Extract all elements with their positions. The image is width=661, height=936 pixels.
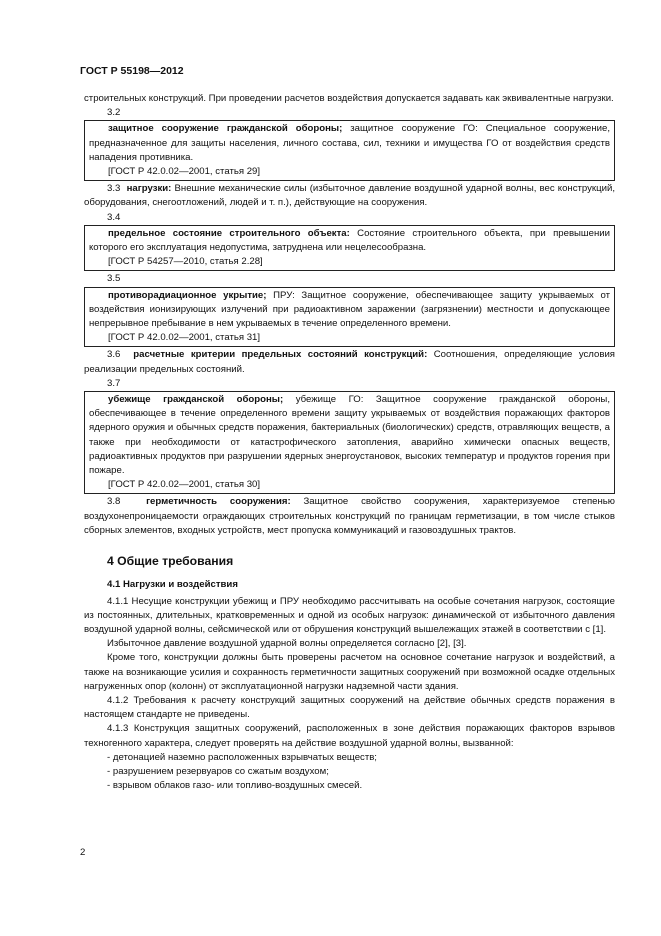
para-4-1-2: 4.1.2 Требования к расчету конструкций защитных сооружений на действие обычных средств поражения в настоящем стандарте не приведены. [84,694,615,721]
section-4-heading: 4 Общие требования [107,554,234,569]
def-3-3-term: нагрузки: [126,183,172,195]
def-3-8-term: герметичность сооружения: [146,496,291,508]
para-4-1-1-c: Кроме того, конструкции должны быть проверены расчетом на основное сочетание нагрузок и воздействий, а также на возникающие усилия и сохранность герметичности защитных сооружений при возможной осадке отдельных нагруженных опор (колонн) от эксплуатационной нагрузки надземной части здания. [84,652,615,692]
def-3-7-term: убежище гражданской обороны; [108,394,284,406]
def-3-6-term: расчетные критерии предельных состояний конструкций: [133,349,428,361]
def-3-2-text: защитное сооружение гражданской обороны; защитное сооружение ГО: Специальное сооружение, предназначенное для защиты населения, личного состава, сил, техники и имущества ГО от воздействия средств нападения противника. [89,123,611,163]
def-3-5-box [84,287,615,348]
def-3-3: 3.3 нагрузки: Внешние механические силы (избыточное давление воздушной ударной волны, вес конструкций, оборудования, снегоотложений, людей и т. п.), действующие на сооружения. [84,183,615,209]
def-3-5-number: 3.5 [107,273,121,285]
def-3-7-box [84,391,615,494]
list-item: - разрушением резервуаров со сжатым воздухом; [107,765,329,777]
intro-paragraph: строительных конструкций. При проведении расчетов воздействия допускается задавать как эквивалентные нагрузки. [84,93,614,104]
section-4-1-heading: 4.1 Нагрузки и воздействия [107,579,238,591]
def-3-8: 3.8 герметичность сооружения: Защитное свойство сооружения, характеризуемое степенью воздухонепроницаемости ограждающих строительных конструкций по границам герметизации, в том числе стыков сборных элементов, входных устройств, мест пропуска коммуникаций и газовоздушных трактов. [84,496,615,536]
explosion-source-list [84,751,615,794]
def-3-2-number: 3.2 [107,107,121,119]
def-3-2-term: защитное сооружение гражданской обороны; [108,123,343,135]
list-item: - взрывом облаков газо- или топливо-воздушных смесей. [107,780,363,792]
def-3-4-box [84,225,615,272]
def-3-4-term: предельное состояние строительного объекта: [108,227,350,239]
para-4-1-3: 4.1.3 Конструкция защитных сооружений, расположенных в зоне действия поражающих факторов взрывов техногенного характера, следует проверять на действие воздушной ударной волны, вызванной: [84,723,615,749]
def-3-5-term: противорадиационное укрытие; [108,289,267,301]
def-3-7-text: убежище гражданской обороны; убежище ГО: Защитное сооружение гражданской обороны, обеспечивающее в течение определенного времени защиту укрываемых от воздействия поражающих факторов ядерного оружия и обычных средств поражения, бактериальных (биологических) средств, отравляющих веществ, а также при необходимости от катастрофического затопления, аварийно химически опасных веществ, радиоактивных продуктов при разрушении ядерных энергоустановок, высоких температур и продуктов горения при пожаре. [89,394,610,477]
def-3-4-number: 3.4 [107,211,121,223]
def-3-7-source: [ГОСТ Р 42.0.02—2001, статья 30] [108,479,261,491]
def-3-2-box [84,120,615,181]
def-3-4-text: предельное состояние строительного объекта: Состояние строительного объекта, при превышении которого его эксплуатация недопустима, затруднена или нецелесообразна. [89,227,610,254]
page-number: 2 [80,847,86,858]
def-3-7-number: 3.7 [107,377,121,389]
para-4-1-1: 4.1.1 Несущие конструкции убежищ и ПРУ необходимо рассчитывать на особые сочетания нагрузок, состоящие из постоянных, длительных, кратковременных и одной из особых нагрузок: динамической от избыточного давления воздушной ударной волны, сейсмической или от обрушения конструкций вышележащих этажей в соответствии с [1]. [84,595,615,635]
def-3-2-source: [ГОСТ Р 42.0.02—2001, статья 29] [108,166,261,178]
para-4-1-1-b: Избыточное давление воздушной ударной волны определяется согласно [2], [3]. [107,638,467,650]
list-item: - детонацией наземно расположенных взрывчатых веществ; [107,751,377,763]
def-3-6: 3.6 расчетные критерии предельных состояний конструкций: Соотношения, определяющие условия реализации предельных состояний. [84,349,615,375]
def-3-5-text: противорадиационное укрытие; ПРУ: Защитное сооружение, обеспечивающее защиту укрываемых от воздействия ионизирующих излучений при радиоактивном заражении (загрязнении) местности и допускающее непрерывное пребывание в нем укрываемых в течение определенного времени. [89,289,610,330]
document-header: ГОСТ Р 55198—2012 [80,65,184,77]
def-3-4-source: [ГОСТ Р 54257—2010, статья 2.28] [108,256,263,268]
page-content [84,92,615,793]
def-3-5-source: [ГОСТ Р 42.0.02—2001, статья 31] [108,332,261,344]
